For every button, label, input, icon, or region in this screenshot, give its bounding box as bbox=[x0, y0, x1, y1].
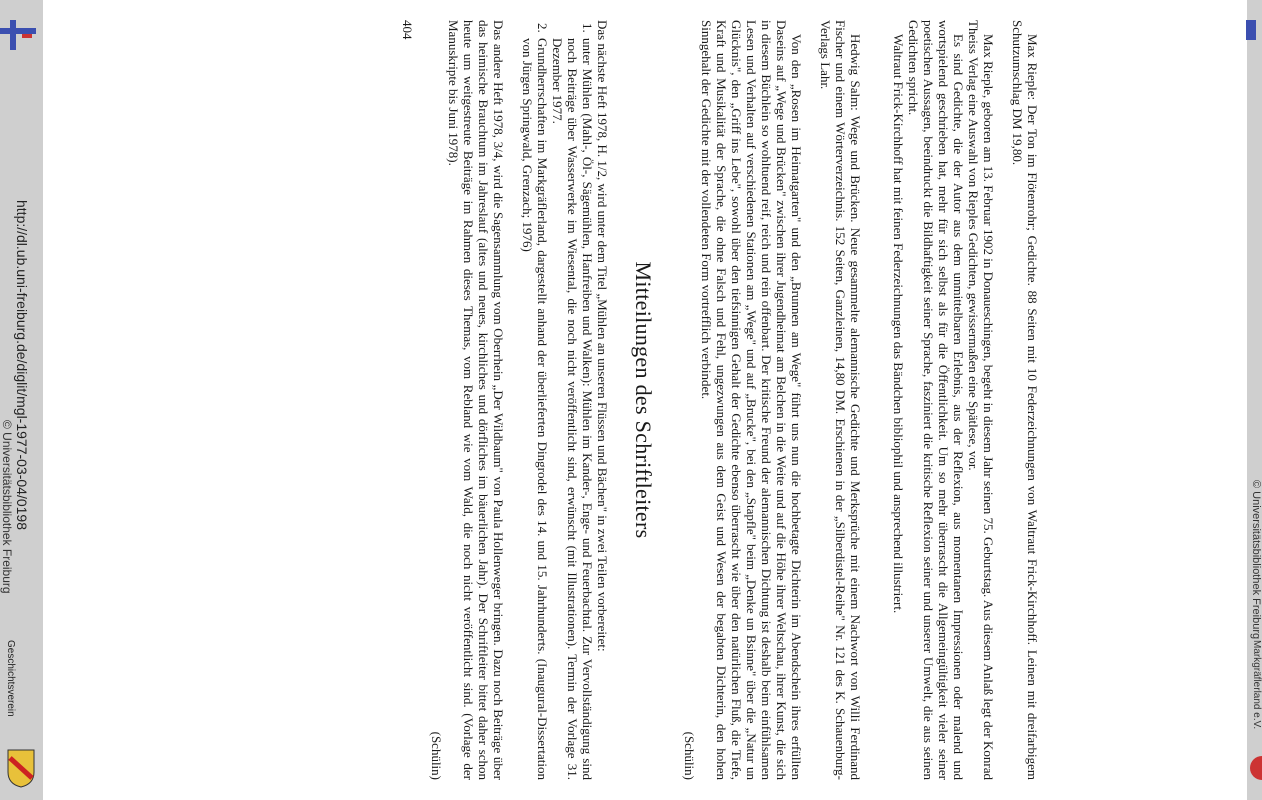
section-signature: (Schülin) bbox=[429, 731, 444, 780]
right-society-credit: Markgräflerland e.V. bbox=[1251, 640, 1262, 730]
shield-right-icon bbox=[1247, 750, 1262, 786]
review2-title: Hedwig Salm: Wege und Brücken. Neue gesammelte alemannische Gedichte und Merksprüche mit einem Nachwort von Willi Ferdinand Fischer und einem Wörterverzeichnis. 152 Seiten, Ganzleinen, 14,80 DM. Erschienen in der „Silberdistel-Reihe" Nr. 121 des K. Schauenburg-Verlags Lahr. bbox=[818, 20, 863, 780]
review1-title: Max Rieple: Der Ton im Flötenrohr; Gedichte. 88 Seiten mit 10 Federzeichnungen von Waltraut Frick-Kirchhoff. Leinen mit dreifarbigem Schutzumschlag DM 19,80. bbox=[1010, 20, 1040, 780]
review2-signature: (Schülin) bbox=[682, 731, 697, 780]
library-logo-icon bbox=[0, 20, 36, 50]
right-library-credit: © Universitätsbibliothek Freiburg bbox=[1250, 480, 1262, 640]
section-paragraph: Das andere Heft 1978, 3/4, wird die Sagensammlung vom Oberrhein „Der Wildbaum" von Paula Hollenweger bringen. Dazu noch Beiträge über das heimische Brauchtum im Jahreslauf (altes und neues, kirchliches und dörfliches im bäuerlichen Jahr). Der Schriftleiter bittet daher schon heute um weitgestreute Beiträge im Rahmen dieses Themas, vom Rebland wie vom Wald, die noch nicht veröffentlicht sind. (Vorlage der Manuskripte bis Juni 1978). bbox=[446, 20, 506, 780]
library-logo-right-icon bbox=[1246, 20, 1256, 40]
review1-paragraph: Es sind Gedichte, die der Autor aus dem unmittelbaren Erlebnis, aus der Reflexion, aus momentanen Impressionen oder malend und wortspielend geschrieben hat, mehr für sich selbst als für die Öffentlichkeit. Um so mehr überrascht die Allgemeingültigkeit vieler seiner poetischen Aussagen, beeindruckt die Bildhaftigkeit seiner Sprache, fasziniert die kritische Reflexion seiner und unserer Umwelt, die aus seinen Gedichten spricht. bbox=[906, 20, 966, 780]
list-item: 1. unter Mühlen (Mahl-, Öl-, Sägemühlen, Hanfreiben und Walken): Mühlen im Kander-, Enge- und Feuerbachtal. Zur Vervollständigung sind noch Beiträge über Wasserwerke im Wiesental, die noch nicht veröffentlicht sind, erwünscht (mit Illustrationen). Termin der Vorlage 31. Dezember 1977. bbox=[550, 36, 595, 780]
page-number: 404 bbox=[400, 20, 415, 40]
document-url[interactable]: http://dl.ub.uni-freiburg.de/diglit/mgl-1977-03-04/0198 bbox=[14, 200, 30, 530]
list-item: 2. Grundherrschaften im Markgräflerland, dargestellt anhand der überlieferten Dingrodel des 14. und 15. Jahrhunderts. (Inaugural-Dissertation von Jürgen Springwald, Grenzach; 1976) bbox=[520, 36, 550, 780]
review1-paragraph: Waltraut Frick-Kirchhoff hat mit feinen Federzeichnungen das Bändchen bibliophil und ansprechend illustriert. bbox=[891, 34, 906, 614]
society-shield-icon bbox=[6, 748, 36, 788]
section-list bbox=[520, 20, 595, 780]
section-intro: Das nächste Heft 1978, H. 1/2, wird unter dem Titel „Mühlen an unseren Flüssen und Bächen" in zwei Teilen vorbereitet: bbox=[595, 20, 610, 652]
review2-paragraph: Von den „Rosen im Heimatgarten" und den „Brunnen am Wege" führt uns nun die hochbetagte Dichterin im Abendschein ihres erfüllten Daseins auf „Wege und Brücken" zwischen ihrer Jugendheimat am Belchen in die Weite und auf die Höhe ihrer Weltschau, ihrer Kunst, die sich in diesem Büchlein so wohltuend reif, reich und rein offenbart. Der kritische Freund der alemannischen Dichtung ist deshalb beim einfühlsamen Lesen und Verhalten auf verschiedenen Stationen am „Wege" und auf „Brucke", bei den „Stapfle" beim „Denke un Bsinne" über die „Natur un Glücknis", den „Griff ins Lebe", sowohl über den tiefsinnigen Gehalt der Gedichte ebenso überrascht wie über den natürlichen Fluß, die Tiefe, Kraft und Musikalität der Sprache, die ohne Falsch und Fehl, ungezwungen aus dem Geist und Wesen der begabten Dichterin, den hohen Sinngehalt der Gedichte mit der vollendeten Form vortrefflich verbindet. bbox=[699, 20, 804, 780]
section-heading: Mitteilungen des Schriftleiters bbox=[631, 261, 656, 539]
review1-paragraph: Max Rieple, geboren am 13. Februar 1902 in Donaueschingen, begeht in diesem Jahr seinen 75. Geburtstag. Aus diesem Anlaß legt der Konrad Theiss Verlag eine Auswahl von Rieples Gedichten, gewissermaßen eine Spätlese, vor. bbox=[966, 20, 996, 780]
society-label: Geschichtsverein bbox=[5, 640, 16, 717]
rotated-page-content bbox=[160, 20, 1040, 780]
library-credit: © Universitätsbibliothek Freiburg bbox=[0, 420, 14, 594]
